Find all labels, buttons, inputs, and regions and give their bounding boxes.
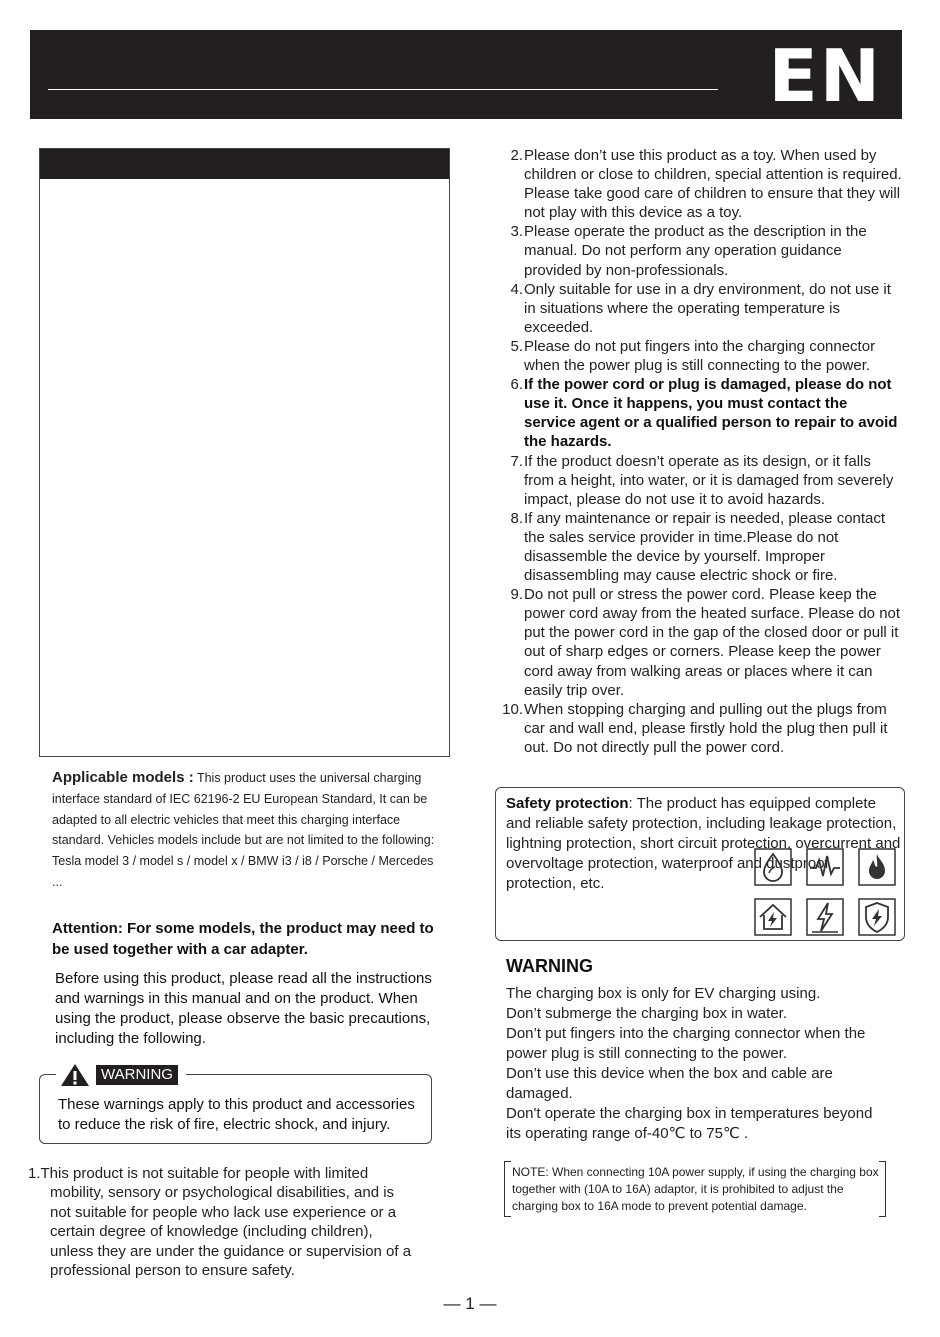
safety-protection-description: : The product has equipped complete and reliable safety protection, including leakage protection, lightning protection, short circuit protection, overcurrent and overvoltage protection, waterproof and dustproof protection, etc.: [506, 795, 901, 892]
warning-title: WARNING: [506, 956, 593, 976]
warning-label: WARNING: [96, 1065, 178, 1085]
list-item: 10. When stopping charging and pulling out the plugs from car and wall end, please firstly hold the plug then pull it out. Do not directly pull the power cord.: [502, 700, 888, 756]
safety-protection-label: Safety protection: [506, 795, 629, 812]
warning-line: Don’t put fingers into the charging connector when the power plug is still connecting to the power.: [506, 1025, 866, 1062]
warning-box: [39, 1066, 432, 1144]
shield-bolt-icon: [858, 898, 896, 936]
warning-list: [506, 984, 886, 1144]
warning-text: These warnings apply to this product and accessories to reduce the risk of fire, electric shock, and injury.: [58, 1096, 415, 1133]
warning-line: Don’t use this device when the box and cable are damaged.: [506, 1065, 833, 1102]
house-bolt-icon: [754, 898, 792, 936]
applicable-text: This product uses the universal charging interface standard of IEC 62196-2 EU European Standard, It can be adapted to all electric vehicles that meet this charging interface standard. Vehicles models include but are not limited to the following:: [52, 771, 435, 848]
warning-line: Don't operate the charging box in temperatures beyond its operating range of-40℃ to 75℃ .: [506, 1105, 873, 1142]
list-item: 5. Please do not put fingers into the charging connector when the power plug is still connecting to the power.: [510, 337, 876, 375]
applicable-model-list: Tesla model 3 / model s / model x / BMW i3 / i8 / Porsche / Mercedes ...: [52, 854, 434, 889]
image-frame-title-bar: [40, 149, 449, 179]
warning-header: [56, 1063, 186, 1087]
warning-triangle-icon: [60, 1063, 90, 1087]
header-rule: [48, 89, 718, 90]
water-drop-icon: [754, 848, 792, 886]
list-item: 3. Please operate the product as the description in the manual. Do not perform any operation guidance provided by non-professionals.: [510, 223, 867, 279]
list-item-1-rest: mobility, sensory or psychological disabilities, and is not suitable for people who lack use experience or a certain degree of knowledge (including children), unless they are under the guidance or supervision of a professional person to ensure safety.: [50, 1184, 412, 1280]
applicable-label: Applicable models :: [52, 769, 194, 786]
page-number: — 1 —: [443, 1294, 497, 1313]
list-item: 8. If any maintenance or repair is needed, please contact the sales service provider in time.Please do not disassemble the device by yourself. Improper disassembling may cause electric shock or fire.: [510, 509, 886, 585]
safety-icon-grid: [754, 848, 904, 936]
attention-note: Attention: For some models, the product may need to be used together with a car adapter.: [52, 920, 434, 958]
bolt-icon: [806, 898, 844, 936]
pulse-icon: [806, 848, 844, 886]
list-item: 9. Do not pull or stress the power cord. Please keep the power cord away from the heated surface. Please do not put the power cord in the gap of the closed door or pull it out of sharp edges or corners. Please keep the power cord away from walking areas or places where it can easily trip over.: [510, 586, 901, 699]
list-item: 6. If the power cord or plug is damaged, please do not use it. Once it happens, you must contact the service agent or a qualified person to repair to avoid the hazards.: [510, 376, 898, 451]
product-image-frame: [39, 148, 450, 757]
flame-icon: [858, 848, 896, 886]
safety-protection-box: [495, 787, 905, 941]
header-bar: [30, 30, 902, 119]
before-use-paragraph: Before using this product, please read all the instructions and warnings in this manual and on the product. When using the product, please observe the basic precautions, including the following.: [55, 970, 432, 1047]
warning-line: Don’t submerge the charging box in water.: [506, 1005, 787, 1022]
list-item-1: [28, 1164, 418, 1280]
language-code: EN: [768, 34, 882, 118]
list-item: 4. Only suitable for use in a dry environment, do not use it in situations where the operating temperature is exceeded.: [510, 280, 891, 336]
note-text: NOTE: When connecting 10A power supply, if using the charging box together with (10A to 16A) adaptor, it is prohibited to adjust the charging box to 16A mode to prevent potential damage.: [512, 1165, 879, 1213]
warning-line: The charging box is only for EV charging using.: [506, 985, 821, 1002]
list-item-1-first-line: 1.This product is not suitable for people with limited: [28, 1165, 369, 1182]
list-item: 2. Please don’t use this product as a toy. When used by children or close to children, special attention is required. Please take good care of children to ensure that they will not play with this device as a toy.: [510, 147, 902, 222]
applicable-models: [52, 768, 442, 893]
precaution-list: [493, 146, 903, 757]
list-item: 7. If the product doesn’t operate as its design, or it falls from a height, into water, or it is damaged from severely impact, please do not use it to avoid hazards.: [510, 452, 894, 508]
